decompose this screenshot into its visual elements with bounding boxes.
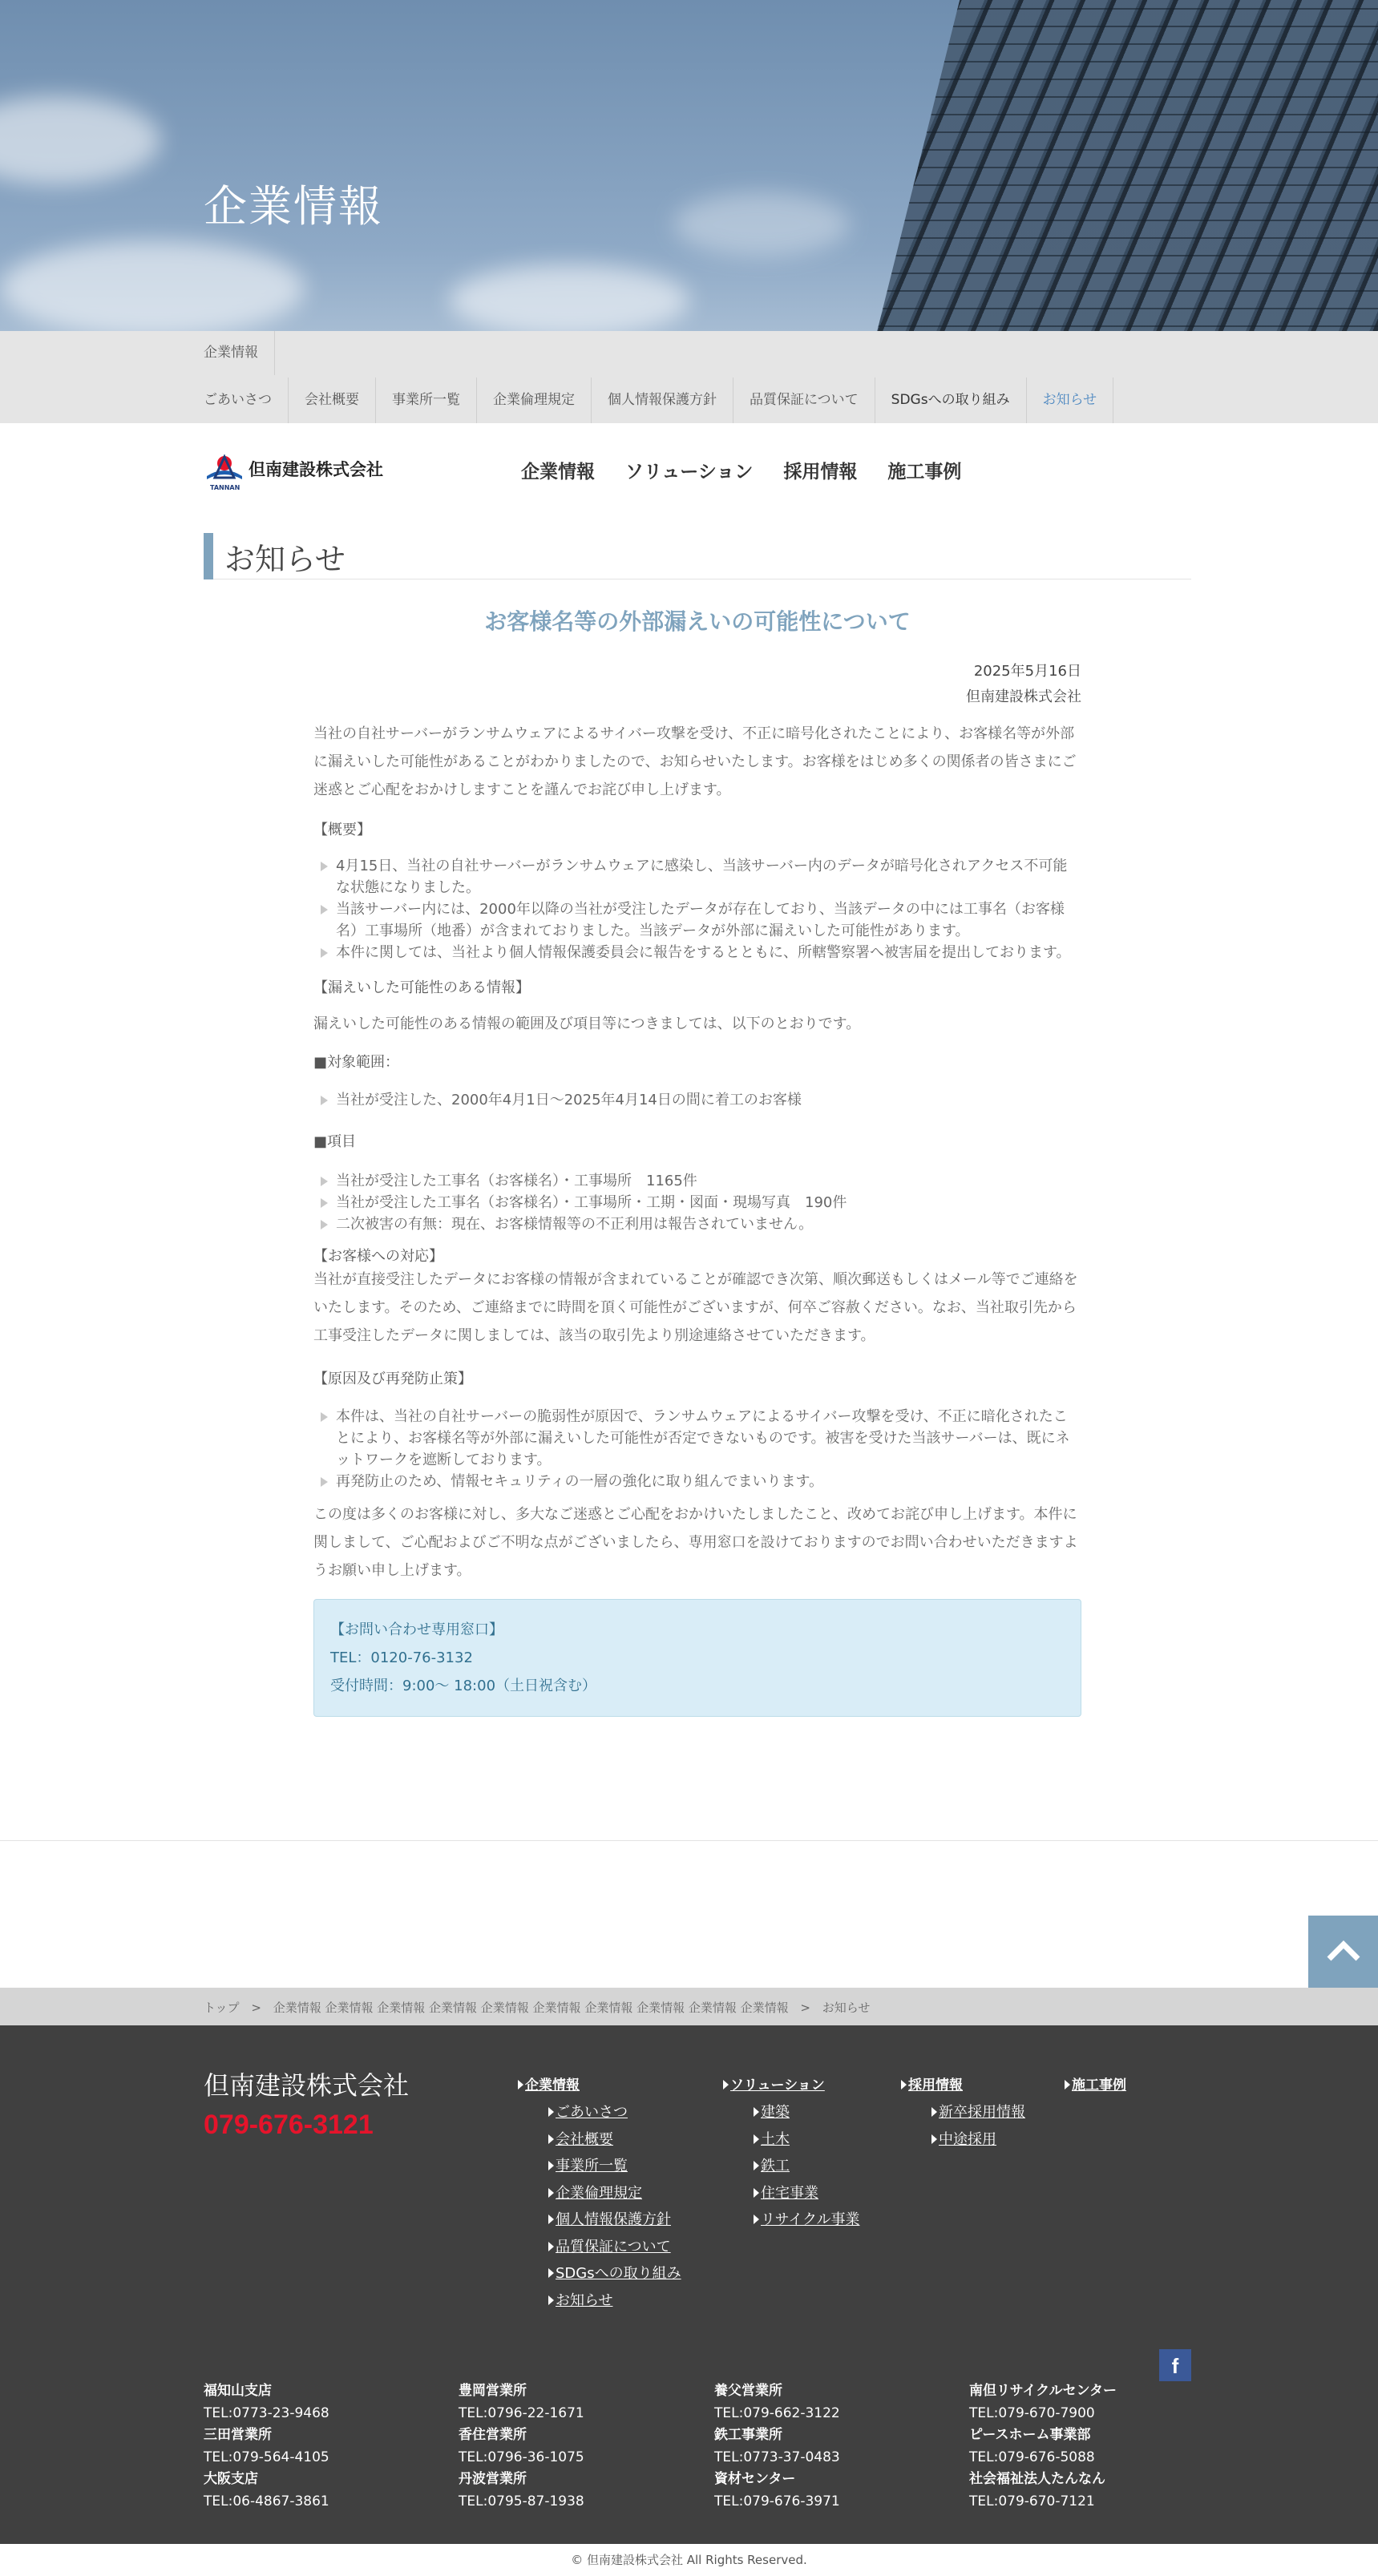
footer-phone[interactable]: 079-676-3121 xyxy=(204,2110,374,2140)
office-tel: TEL:079-662-3122 xyxy=(714,2404,840,2421)
content-divider xyxy=(0,1840,1378,1841)
office-tel: TEL:0796-22-1671 xyxy=(459,2404,584,2421)
office-tel: TEL:079-676-5088 xyxy=(969,2449,1095,2465)
office-name: 社会福祉法人たんなん xyxy=(969,2471,1105,2487)
main-navigation xyxy=(521,457,961,483)
footer-link[interactable]: お知らせ xyxy=(548,2287,681,2315)
footer-link[interactable]: ごあいさつ xyxy=(548,2099,681,2126)
list-item: 当社が受注した、2000年4月1日～2025年4月14日の間に着工のお客様 xyxy=(313,1089,1081,1111)
footer-company-name: 但南建設株式会社 xyxy=(204,2070,410,2101)
office-tel: TEL:0773-23-9468 xyxy=(204,2404,329,2421)
footer-link[interactable]: 土木 xyxy=(754,2126,859,2154)
subnav-item-overview[interactable]: 会社概要 xyxy=(289,378,376,423)
response-heading: 【お客様への対応】 xyxy=(313,1248,443,1265)
office-name: 豊岡営業所 xyxy=(459,2383,527,2399)
hero-title: 企業情報 xyxy=(204,181,383,232)
footer-link[interactable]: 会社概要 xyxy=(548,2126,681,2154)
office-name: 養父営業所 xyxy=(714,2383,782,2399)
office-tel: TEL:079-564-4105 xyxy=(204,2449,329,2465)
facebook-icon[interactable]: f xyxy=(1159,2349,1191,2381)
subnav-item-offices[interactable]: 事業所一覧 xyxy=(376,378,477,423)
logo-subtext: TANNAN xyxy=(210,484,240,491)
article-meta xyxy=(313,659,1081,710)
logo-text: 但南建設株式会社 xyxy=(249,460,383,479)
office-name: 香住営業所 xyxy=(459,2427,527,2443)
office-name: 南但リサイクルセンター xyxy=(969,2383,1117,2399)
contact-hours: 受付時間：9:00～ 18:00（土日祝含む） xyxy=(330,1678,597,1694)
building-floors xyxy=(874,0,1378,331)
subnav-item-quality[interactable]: 品質保証について xyxy=(733,378,875,423)
subnav-item-ethics[interactable]: 企業倫理規定 xyxy=(477,378,592,423)
logo-mark-icon xyxy=(204,449,245,489)
footer-link[interactable]: 住宅事業 xyxy=(754,2180,859,2207)
article-title: お客様名等の外部漏えいの可能性について xyxy=(484,608,911,635)
hero-banner xyxy=(0,0,1378,331)
office-tel: TEL:06-4867-3861 xyxy=(204,2493,329,2509)
office-list xyxy=(969,2380,1210,2513)
footer-link-recruit[interactable]: 採用情報 xyxy=(901,2073,1025,2094)
office-tel: TEL:0796-36-1075 xyxy=(459,2449,584,2465)
breadcrumb-corporate[interactable]: 企業情報 企業情報 企業情報 企業情報 企業情報 企業情報 企業情報 企業情報 企業情報 企業情報 xyxy=(273,2001,789,2015)
list-item: 4月15日、当社の自社サーバーがランサムウェアに感染し、当該サーバー内のデータが暗号化されアクセス不可能な状態になりました。 xyxy=(313,855,1081,898)
scope-list xyxy=(313,1089,1081,1111)
cloud xyxy=(449,264,689,331)
office-list xyxy=(204,2380,444,2513)
cloud xyxy=(673,192,850,256)
items-heading: ■項目 xyxy=(313,1133,357,1150)
footer-col-solutions xyxy=(723,2073,859,2234)
sub-navigation xyxy=(0,331,1378,423)
footer-col-works xyxy=(1065,2073,1126,2094)
office-tel: TEL:0795-87-1938 xyxy=(459,2493,584,2509)
response-text: 当社が直接受注したデータにお客様の情報が含まれていることが確認でき次第、順次郵送もしくはメール等でご連絡をいたします。そのため、ご連絡までに時間を頂く可能性がございますが、何卒ご容赦ください。なお、当社取引先から工事受注したデータに関しましては、該当の取引先より別途連絡させていただきます。 xyxy=(313,1271,1078,1344)
footer-link[interactable]: 建築 xyxy=(754,2099,859,2126)
nav-corporate[interactable]: 企業情報 xyxy=(521,462,595,482)
office-name: 福知山支店 xyxy=(204,2383,272,2399)
leak-heading: 【漏えいした可能性のある情報】 xyxy=(313,979,530,996)
subnav-item-corporate[interactable]: 企業情報 xyxy=(204,331,275,375)
subnav-item-privacy[interactable]: 個人情報保護方針 xyxy=(592,378,733,423)
breadcrumb-current: お知らせ xyxy=(822,2001,871,2015)
office-name: 丹波営業所 xyxy=(459,2471,527,2487)
subnav-item-sdgs[interactable]: SDGsへの取り組み xyxy=(875,378,1027,423)
summary-list xyxy=(313,855,1081,963)
footer-link[interactable]: 鉄工 xyxy=(754,2153,859,2180)
list-item: 当社が受注した工事名（お客様名）・工事場所 1165件 xyxy=(313,1170,1081,1192)
contact-box xyxy=(313,1599,1081,1717)
items-list xyxy=(313,1170,1081,1235)
list-item: 二次被害の有無：現在、お客様情報等の不正利用は報告されていません。 xyxy=(313,1213,1081,1235)
footer-link[interactable]: 品質保証について xyxy=(548,2234,681,2261)
footer-link[interactable]: 個人情報保護方針 xyxy=(548,2207,681,2234)
footer-link[interactable]: リサイクル事業 xyxy=(754,2207,859,2234)
breadcrumb-top[interactable]: トップ xyxy=(204,2001,240,2015)
news-article xyxy=(313,601,1081,1717)
copyright: © 但南建設株式会社 All Rights Reserved. xyxy=(0,2544,1378,2576)
subnav-parent-row xyxy=(204,331,275,375)
scope-heading: ■対象範囲： xyxy=(313,1054,400,1071)
summary-heading: 【概要】 xyxy=(313,822,371,838)
cloud xyxy=(0,96,160,184)
closing-text: この度は多くのお客様に対し、多大なご迷惑とご心配をおかけいたしましたこと、改めてお詫び申し上げます。本件に関しまして、ご心配およびご不明な点がございましたら、専用窓口を設けておりますのでお問い合わせいただきますようお願い申し上げます。 xyxy=(313,1506,1078,1579)
office-name: 三田営業所 xyxy=(204,2427,272,2443)
footer-link[interactable]: 中途採用 xyxy=(931,2126,1025,2154)
office-list xyxy=(459,2380,699,2513)
subnav-item-greeting[interactable]: ごあいさつ xyxy=(204,378,289,423)
site-header xyxy=(0,423,1378,519)
section-heading xyxy=(204,533,1191,579)
subnav-children-row xyxy=(204,378,1113,423)
article-date: 2025年5月16日 xyxy=(973,663,1081,680)
list-item: 再発防止のため、情報セキュリティの一層の強化に取り組んでまいります。 xyxy=(313,1471,1081,1492)
footer-link-solutions[interactable]: ソリューション xyxy=(723,2073,859,2094)
list-item: 当該サーバー内には、2000年以降の当社が受注したデータが存在しており、当該データの中には工事名（お客様名）工事場所（地番）が含まれておりました。当該データが外部に漏えいした可能性があります。 xyxy=(313,898,1081,942)
breadcrumb-separator: > xyxy=(251,2001,261,2015)
contact-title: 【お問い合わせ専用窓口】 xyxy=(330,1621,503,1638)
office-tel: TEL:079-670-7900 xyxy=(969,2404,1095,2421)
footer-link[interactable]: SDGsへの取り組み xyxy=(548,2260,681,2287)
cause-heading: 【原因及び再発防止策】 xyxy=(313,1371,472,1387)
office-tel: TEL:0773-37-0483 xyxy=(714,2449,840,2465)
chevron-up-icon xyxy=(1326,1938,1361,1964)
office-name: 鉄工事業所 xyxy=(714,2427,782,2443)
footer-link-corporate[interactable]: 企業情報 xyxy=(518,2073,681,2094)
cause-list xyxy=(313,1406,1081,1492)
office-name: 大阪支店 xyxy=(204,2471,258,2487)
footer-link-works[interactable]: 施工事例 xyxy=(1065,2073,1126,2094)
leak-text: 漏えいした可能性のある情報の範囲及び項目等につきましては、以下のとおりです。 xyxy=(313,1015,861,1032)
footer-link[interactable]: 事業所一覧 xyxy=(548,2153,681,2180)
site-footer xyxy=(0,2025,1378,2544)
contact-tel: TEL：0120-76-3132 xyxy=(330,1649,473,1666)
office-name: 資材センター xyxy=(714,2471,796,2487)
office-tel: TEL:079-670-7121 xyxy=(969,2493,1095,2509)
subnav-item-news[interactable]: お知らせ xyxy=(1027,378,1114,423)
office-list xyxy=(714,2380,955,2513)
cloud xyxy=(0,240,305,331)
office-name: ピースホーム事業部 xyxy=(969,2427,1091,2443)
heading-accent-bar xyxy=(204,533,213,579)
footer-col-corporate xyxy=(518,2073,681,2314)
list-item: 本件は、当社の自社サーバーの脆弱性が原因で、ランサムウェアによるサイバー攻撃を受け、不正に暗化されたことにより、お客様名等が外部に漏えいした可能性が否定できないものです。被害を受けた当該サーバーは、既にネットワークを遮断しております。 xyxy=(313,1406,1081,1471)
nav-works[interactable]: 施工事例 xyxy=(887,462,962,482)
breadcrumb-separator: > xyxy=(800,2001,810,2015)
section-title: お知らせ xyxy=(224,542,346,577)
article-issuer: 但南建設株式会社 xyxy=(966,688,1081,705)
nav-solutions[interactable]: ソリューション xyxy=(625,462,754,482)
office-tel: TEL:079-676-3971 xyxy=(714,2493,840,2509)
footer-link[interactable]: 新卒採用情報 xyxy=(931,2099,1025,2126)
footer-link[interactable]: 企業倫理規定 xyxy=(548,2180,681,2207)
list-item: 当社が受注した工事名（お客様名）・工事場所・工期・図面・現場写真 190件 xyxy=(313,1192,1081,1213)
list-item: 本件に関しては、当社より個人情報保護委員会に報告をするとともに、所轄警察署へ被害届を提出しております。 xyxy=(313,942,1081,963)
site-logo[interactable] xyxy=(204,449,383,489)
breadcrumb xyxy=(0,1988,1378,2025)
article-intro: 当社の自社サーバーがランサムウェアによるサイバー攻撃を受け、不正に暗号化されたことにより、お客様名等が外部に漏えいした可能性があることがわかりましたので、お知らせいたします。お客様をはじめ多くの関係者の皆さまにご迷惑とご心配をおかけしますことを謹んでお詫び申し上げます。 xyxy=(313,725,1077,798)
back-to-top-button[interactable] xyxy=(1308,1916,1378,1988)
footer-col-recruit xyxy=(901,2073,1025,2153)
nav-recruit[interactable]: 採用情報 xyxy=(783,462,858,482)
